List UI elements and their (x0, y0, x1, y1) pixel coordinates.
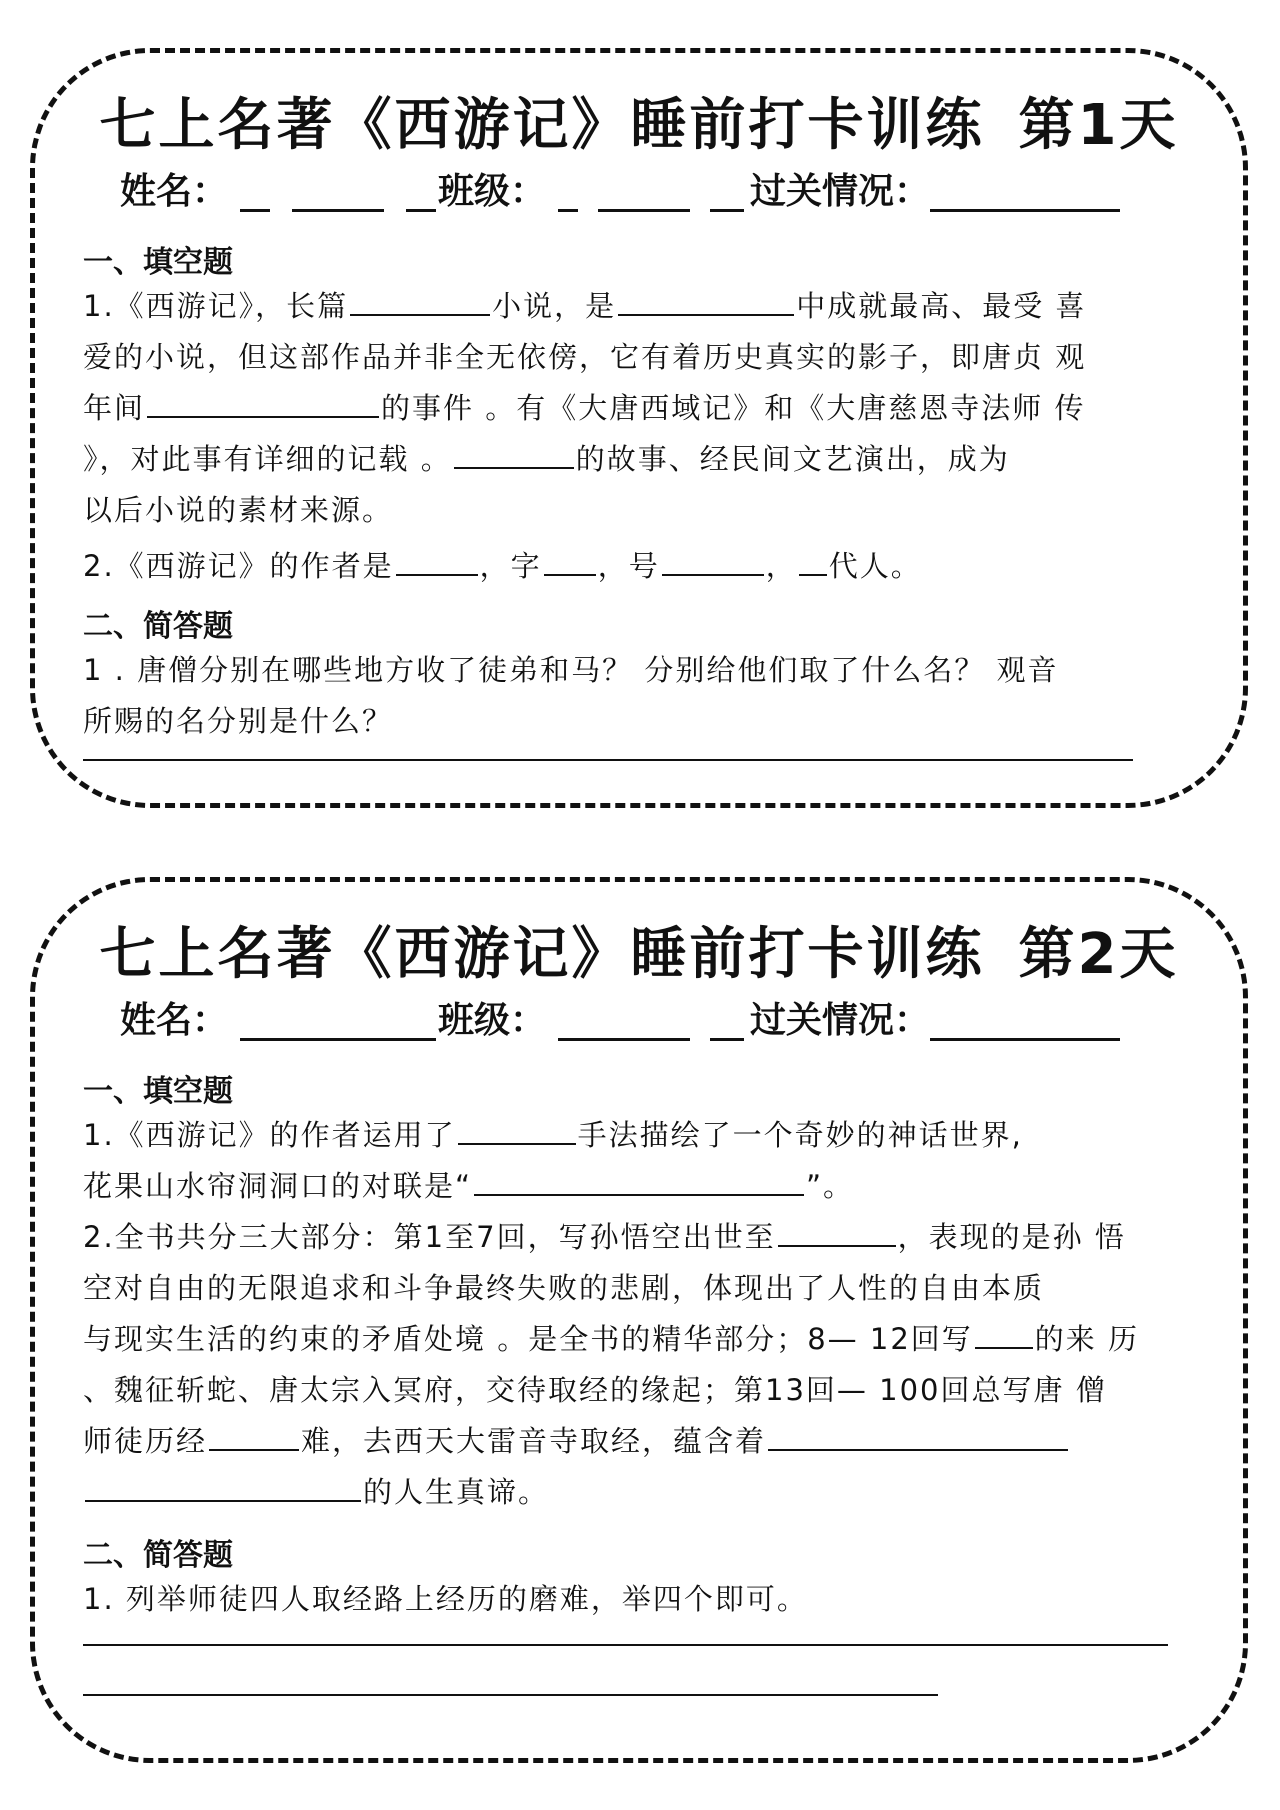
day1-class-field-3[interactable] (710, 209, 744, 212)
text: 的来 历 (1034, 1322, 1140, 1356)
text: 空对自由的无限追求和斗争最终失败的悲剧，体现出了人性的自由本质 (83, 1271, 1045, 1305)
day2-answer-line-1[interactable] (83, 1644, 1168, 1646)
text: 花果山水帘洞洞口的对联是“ (83, 1169, 473, 1203)
day1-status-field[interactable] (930, 209, 1120, 212)
text: 所赐的名分别是什么？ (83, 704, 394, 738)
day2-q2-blank-5[interactable] (85, 1470, 361, 1502)
text: 难，去西天大雷音寺取经，蕴含着 (301, 1424, 767, 1458)
text: ”。 (806, 1169, 855, 1203)
day2-section-fill: 一、填空题 (83, 1074, 233, 1109)
text: 1.《西游记》，长篇 (83, 289, 349, 323)
day1-q2-dynasty-blank[interactable] (799, 544, 827, 576)
day1-name-label: 姓名： (120, 171, 229, 212)
day2-q2-blank-2[interactable] (975, 1317, 1033, 1349)
day1-short-q1 (83, 645, 1223, 747)
text: 年间 (83, 391, 146, 425)
day2-answer-line-2[interactable] (83, 1694, 938, 1696)
day1-class-field-2[interactable] (598, 209, 690, 212)
day2-class-field-2[interactable] (710, 1038, 744, 1041)
day2-status-field[interactable] (930, 1038, 1120, 1041)
text: 师徒历经 (83, 1424, 208, 1458)
text: 、魏征斩蛇、唐太宗入冥府，交待取经的缘起；第13回— 100回总写唐 僧 (83, 1373, 1107, 1407)
day2-title (35, 910, 1243, 990)
day1-title-text: 七上名著《西游记》睡前打卡训练 (99, 93, 985, 158)
text: 代人。 (828, 549, 922, 583)
day1-section-short: 二、简答题 (83, 609, 233, 644)
day1-q2-pseudonym-blank[interactable] (662, 544, 764, 576)
day2-status-label: 过关情况： (750, 1000, 931, 1041)
day1-name-field[interactable] (240, 209, 270, 212)
day2-q1-blank-1[interactable] (458, 1113, 576, 1145)
day2-q2-blank-4[interactable] (768, 1419, 1068, 1451)
text: 2.全书共分三大部分：第1至7回，写孙悟空出世至 (83, 1220, 776, 1254)
day2-card (30, 877, 1248, 1763)
day1-q2-courtesy-blank[interactable] (544, 544, 596, 576)
text: ，字 (479, 549, 542, 583)
day1-name-field-2[interactable] (292, 209, 384, 212)
day2-title-text: 七上名著《西游记》睡前打卡训练 (99, 922, 985, 987)
text: 1 . 唐僧分别在哪些地方收了徒弟和马？ 分别给他们取了什么名？ 观音 (83, 653, 1059, 687)
day1-q1-blank-4[interactable] (454, 437, 574, 469)
text: ， (765, 549, 797, 583)
day1-q1-blank-1[interactable] (350, 284, 490, 316)
text: 1.《西游记》的作者运用了 (83, 1118, 456, 1152)
day1-card (30, 48, 1248, 808)
text: 1. 列举师徒四人取经路上经历的磨难，举四个即可。 (83, 1582, 808, 1616)
day2-short-q1 (83, 1574, 1223, 1625)
day1-answer-line[interactable] (83, 759, 1133, 761)
text: 的事件 。有《大唐西域记》和《大唐慈恩寺法师 传 (381, 391, 1086, 425)
day1-q1-blank-3[interactable] (147, 386, 379, 418)
day2-name-label: 姓名： (120, 1000, 229, 1041)
day1-q2-author-blank[interactable] (396, 544, 478, 576)
day1-day-label: 第1天 (1018, 93, 1179, 158)
day2-q1-couplet-blank[interactable] (474, 1164, 804, 1196)
day2-class-field[interactable] (558, 1038, 690, 1041)
text: ，表现的是孙 悟 (897, 1220, 1126, 1254)
day2-fill-q2 (83, 1212, 1223, 1518)
day2-info-row (120, 992, 1220, 1048)
text: 2.《西游记》的作者是 (83, 549, 394, 583)
day2-name-field[interactable] (240, 1038, 436, 1041)
day1-fill-q2 (83, 541, 1223, 592)
text: 以后小说的素材来源。 (83, 493, 394, 527)
day1-fill-q1 (83, 281, 1223, 536)
text: ，号 (597, 549, 660, 583)
day2-fill-q1 (83, 1110, 1223, 1212)
day1-class-label: 班级： (438, 171, 547, 212)
day2-q2-blank-1[interactable] (778, 1215, 896, 1247)
text: 小说，是 (492, 289, 617, 323)
text: 的故事、经民间文艺演出，成为 (575, 442, 1010, 476)
text: 手法描绘了一个奇妙的神话世界, (577, 1118, 1023, 1152)
day2-day-label: 第2天 (1018, 922, 1179, 987)
day1-name-field-3[interactable] (406, 209, 436, 212)
day1-status-label: 过关情况： (750, 171, 931, 212)
day1-q1-blank-2[interactable] (618, 284, 794, 316)
day1-section-fill: 一、填空题 (83, 245, 233, 280)
day1-title (35, 81, 1243, 161)
day2-class-label: 班级： (438, 1000, 547, 1041)
text: 的人生真谛。 (363, 1475, 550, 1509)
text: 》，对此事有详细的记载 。 (83, 442, 452, 476)
text: 中成就最高、最受 喜 (796, 289, 1087, 323)
text: 爱的小说，但这部作品并非全无依傍，它有着历史真实的影子，即唐贞 观 (83, 340, 1087, 374)
day2-q2-blank-3[interactable] (209, 1419, 299, 1451)
day2-section-short: 二、简答题 (83, 1538, 233, 1573)
day1-class-field[interactable] (558, 209, 578, 212)
text: 与现实生活的约束的矛盾处境 。是全书的精华部分；8— 12回写 (83, 1322, 973, 1356)
day1-info-row (120, 163, 1220, 219)
